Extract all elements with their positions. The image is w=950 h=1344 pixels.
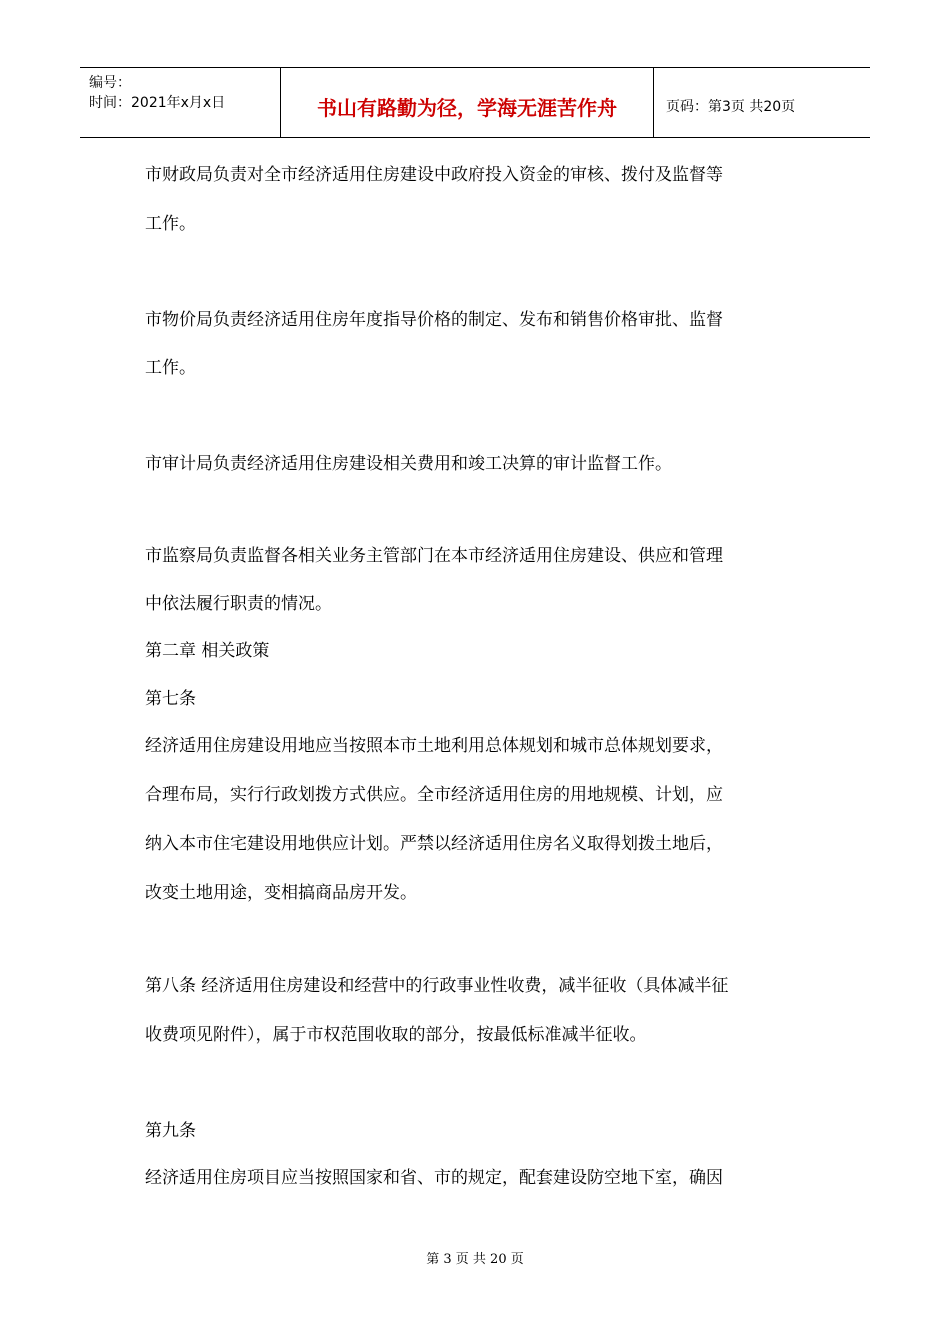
- motto-text: 书山有路勤为径，学海无涯苦作舟: [317, 96, 617, 120]
- body-line: 市物价局负责经济适用住房年度指导价格的制定、发布和销售价格审批、监督: [145, 310, 723, 330]
- body-line: 市审计局负责经济适用住房建设相关费用和竣工决算的审计监督工作。: [145, 454, 672, 474]
- header-page-cell: [654, 68, 870, 137]
- body-line: 经济适用住房项目应当按照国家和省、市的规定，配套建设防空地下室，确因: [145, 1168, 723, 1188]
- body-line: 工作。: [145, 214, 196, 234]
- body-line: 改变土地用途，变相搞商品房开发。: [145, 883, 417, 903]
- body-line: 工作。: [145, 358, 196, 378]
- header-info-cell: [80, 68, 281, 137]
- body-line: 收费项见附件），属于市权范围收取的部分，按最低标准减半征收。: [145, 1025, 647, 1045]
- body-line: 纳入本市住宅建设用地供应计划。严禁以经济适用住房名义取得划拨土地后，: [145, 834, 723, 854]
- body-line: 市财政局负责对全市经济适用住房建设中政府投入资金的审核、拨付及监督等: [145, 165, 723, 185]
- article-heading: 第七条: [145, 689, 196, 709]
- document-time-label: 时间：2021年x月x日: [89, 95, 226, 111]
- body-line: 中依法履行职责的情况。: [145, 594, 332, 614]
- body-line: 合理布局，实行行政划拨方式供应。全市经济适用住房的用地规模、计划，应: [145, 785, 723, 805]
- chapter-heading: 第二章 相关政策: [145, 641, 270, 661]
- page-header: [80, 67, 870, 138]
- page-footer: 第 3 页 共 20 页: [426, 1252, 524, 1267]
- body-line: 市监察局负责监督各相关业务主管部门在本市经济适用住房建设、供应和管理: [145, 546, 723, 566]
- header-motto-cell: [281, 68, 654, 137]
- header-page-info: 页码：第3页 共20页: [666, 99, 796, 115]
- body-line: 第八条 经济适用住房建设和经营中的行政事业性收费，减半征收（具体减半征: [145, 976, 729, 996]
- article-heading: 第九条: [145, 1121, 196, 1141]
- body-line: 经济适用住房建设用地应当按照本市土地利用总体规划和城市总体规划要求，: [145, 736, 723, 756]
- document-number-label: 编号：: [89, 75, 131, 91]
